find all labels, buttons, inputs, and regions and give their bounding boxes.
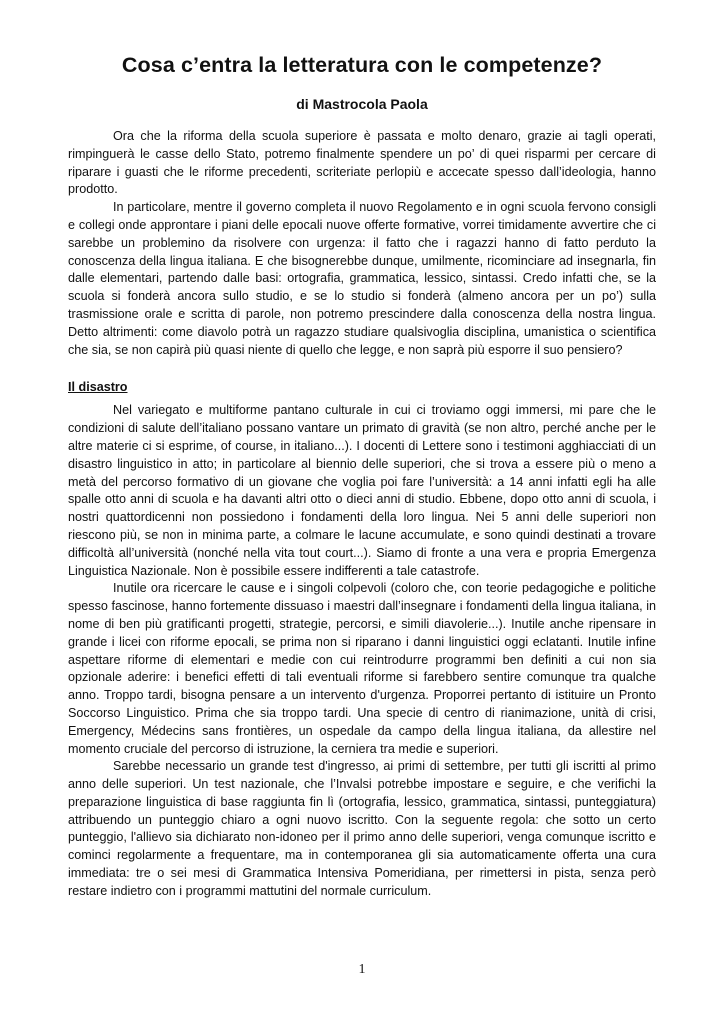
document-title: Cosa c’entra la letteratura con le competenze? — [121, 53, 603, 77]
page-number: 1 — [358, 962, 366, 977]
section-paragraph-2: Inutile ora ricercare le cause e i singoli colpevoli (coloro che, con teorie pedagogiche e politiche spesso fascinose, hanno fortemente dissuaso i maestri dall’insegnare i fondamenti della lingua italiana, in nome di ben più gratificanti progetti, strategie, percorsi, e simili diavolerie...). Inutile anche ripensare in grande i licei con riforme epocali, se prima non si riparano i danni linguistici oggi eclatanti. Inutile infine aspettare riforme di elementari e medie con cui reintrodurre programmi ben definiti a cui non sia opzionale aderire: i benefici effetti di tali eventuali riforme si farebbero sentire comunque tra qualche anno. Troppo tardi, bisogna pensare a un intervento d'urgenza. Proporrei pertanto di istituire un Pronto Soccorso Linguistico. Prima che sia troppo tardi. Una specie di centro di rianimazione, unità di crisi, Emergency, Médecins sans frontières, un ospedale da campo della lingua italiana, da allestire nel momento cruciale del percorso di istruzione, la cerniera tra medie e superiori. — [68, 581, 656, 756]
section-heading: Il disastro — [68, 380, 128, 395]
section-paragraph-3: Sarebbe necessario un grande test d'ingresso, ai primi di settembre, per tutti gli iscritti al primo anno delle superiori. Un test nazionale, che l’Invalsi potrebbe impostare e seguire, e che verifichi la preparazione linguistica di base raggiunta fin lì (ortografia, lessico, grammatica, sintassi, punteggiatura) attribuendo un punteggio chiaro a ogni nuovo iscritto. Con la seguente regola: che sotto un certo punteggio, l'allievo sia dichiarato non-idoneo per il primo anno delle superiori, venga comunque iscritto e cominci regolarmente a frequentare, ma in contemporanea gli sia automaticamente offerta una cura immediata: tre o sei mesi di Grammatica Intensiva Pomeridiana, per rimettersi in pista, senza però restare indietro con i programmi mattutini del normale curriculum. — [68, 759, 656, 898]
intro-section — [68, 128, 656, 359]
intro-paragraph-2: In particolare, mentre il governo completa il nuovo Regolamento e in ogni scuola fervono consigli e collegi onde approntare i piani delle epocali nuove offerte formative, vorrei timidamente avvertire che ci sarebbe un problemino da risolvere con urgenza: il fatto che i ragazzi hanno di fatto perduto la conoscenza della lingua italiana. E che bisognerebbe dunque, umilmente, ricominciare ad insegnarla, fin dalle elementari, partendo dalle basi: ortografia, grammatica, lessico, sintassi. Credo infatti che, se la scuola si fonderà ancora sullo studio, e se lo studio si fonderà (almeno ancora per un po’) sulla trasmissione orale e scritta di parole, non potremo prescindere dalla conoscenza della nostra lingua. Detto altrimenti: come diavolo potrà un ragazzo studiare qualsivoglia disciplina, umanistica o scientifica che sia, se non capirà più quasi niente di quello che legge, e non saprà più esporre il suo pensiero? — [68, 200, 656, 357]
section-paragraph-1: Nel variegato e multiforme pantano culturale in cui ci troviamo oggi immersi, mi pare che le condizioni di salute dell’italiano possano vantare un primato di gravità (se non altro, perché anche per le altre materie ci si esprime, of course, in italiano...). I docenti di Lettere sono i testimoni agghiacciati di un disastro linguistico in atto; in particolare al biennio delle superiori, che si trova a essere più o meno a metà del percorso formativo di un giovane che voglia poi fare l’università: a 14 anni infatti egli ha alle spalle otto anni di scuola e ha davanti altri otto o dieci anni di studio. Ebbene, dopo otto anni di scuola, i nostri quattordicenni non possiedono i fondamenti della loro lingua. Nei 5 anni delle superiori non riescono più, se non in minima parte, a colmare le lacune accumulate, e sono quindi destinati a trovare difficoltà all’università (nonché nella vita tout court...). Siamo di fronte a una vera e propria Emergenza Linguistica Nazionale. Non è possibile essere indifferenti a tale catastrofe. — [68, 403, 656, 578]
document-author: di Mastrocola Paola — [296, 96, 428, 112]
section-body — [68, 402, 656, 900]
document-page — [68, 50, 656, 901]
intro-paragraph-1: Ora che la riforma della scuola superiore è passata e molto denaro, grazie ai tagli operati, rimpinguerà le casse dello Stato, potremo finalmente spendere un po’ di quei risparmi per cercare di riparare i guasti che le riforme precedenti, scriteriate perlopiù e accecate spesso dall’ideologia, hanno prodotto. — [68, 129, 656, 197]
